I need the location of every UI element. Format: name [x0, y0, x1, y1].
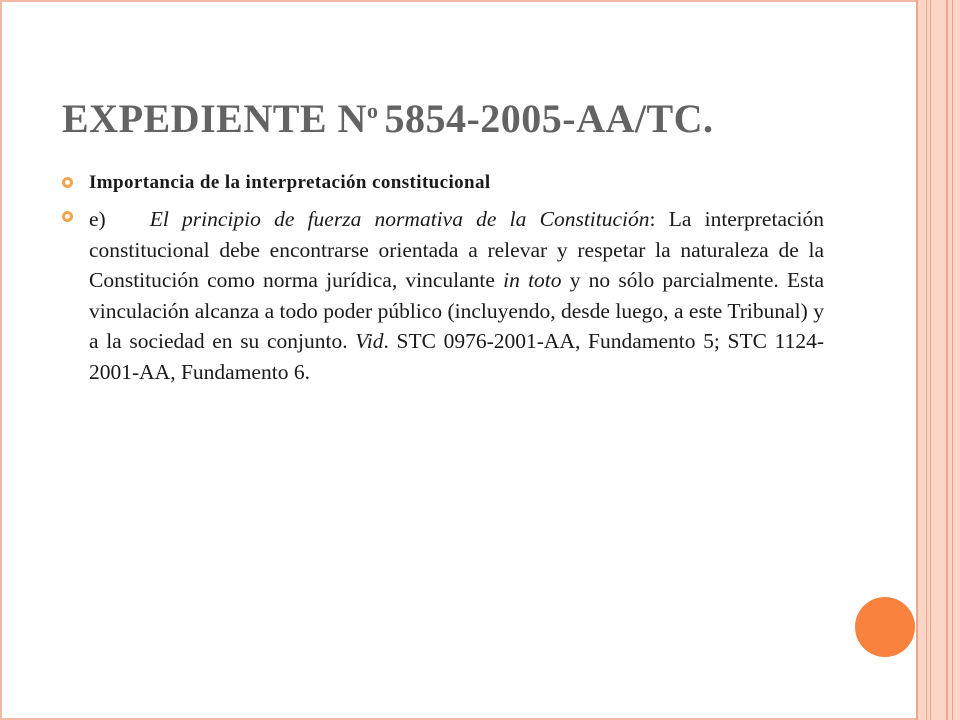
vid-text: Vid [355, 329, 384, 353]
bullet-heading [62, 172, 824, 194]
band-stripe [926, 0, 927, 720]
bullet-body [62, 204, 824, 387]
slide-title [62, 95, 714, 142]
band-stripe [916, 0, 918, 720]
title-main: EXPEDIENTE N [62, 96, 367, 141]
body-text-2: y no sólo parcialmente. Esta vinculación alcanza a todo poder público (incluyendo, desde luego, a este Tribunal) y a la sociedad en su conjunto. [89, 268, 825, 353]
principle-title: El principio de fuerza normativa de la Constitución [149, 207, 650, 231]
bullet-ring-icon [62, 211, 73, 222]
bullet-ring-icon [62, 177, 73, 188]
band-stripe [952, 0, 953, 720]
decorative-right-band [916, 0, 960, 720]
band-stripe [946, 0, 948, 720]
heading-text: Importancia de la interpretación constitucional [89, 172, 491, 193]
body-text-3: . STC 0976-2001-AA, Fundamento 5; STC 1124-2001-AA, Fundamento 6. [89, 329, 824, 384]
title-number: 5854-2005-AA/TC. [384, 96, 714, 141]
accent-circle [855, 597, 915, 657]
title-superscript: o [366, 98, 379, 123]
bullet-list [62, 172, 824, 387]
principle-colon: : [649, 207, 656, 231]
item-letter: e) [89, 207, 106, 231]
band-stripe [930, 0, 931, 720]
body-text-1: La interpretación constitucional debe encontrarse orientada a relevar y respetar la naturaleza de la Constitución como norma jurídica, vinculante [89, 207, 824, 292]
in-toto-text: in toto [503, 268, 562, 292]
